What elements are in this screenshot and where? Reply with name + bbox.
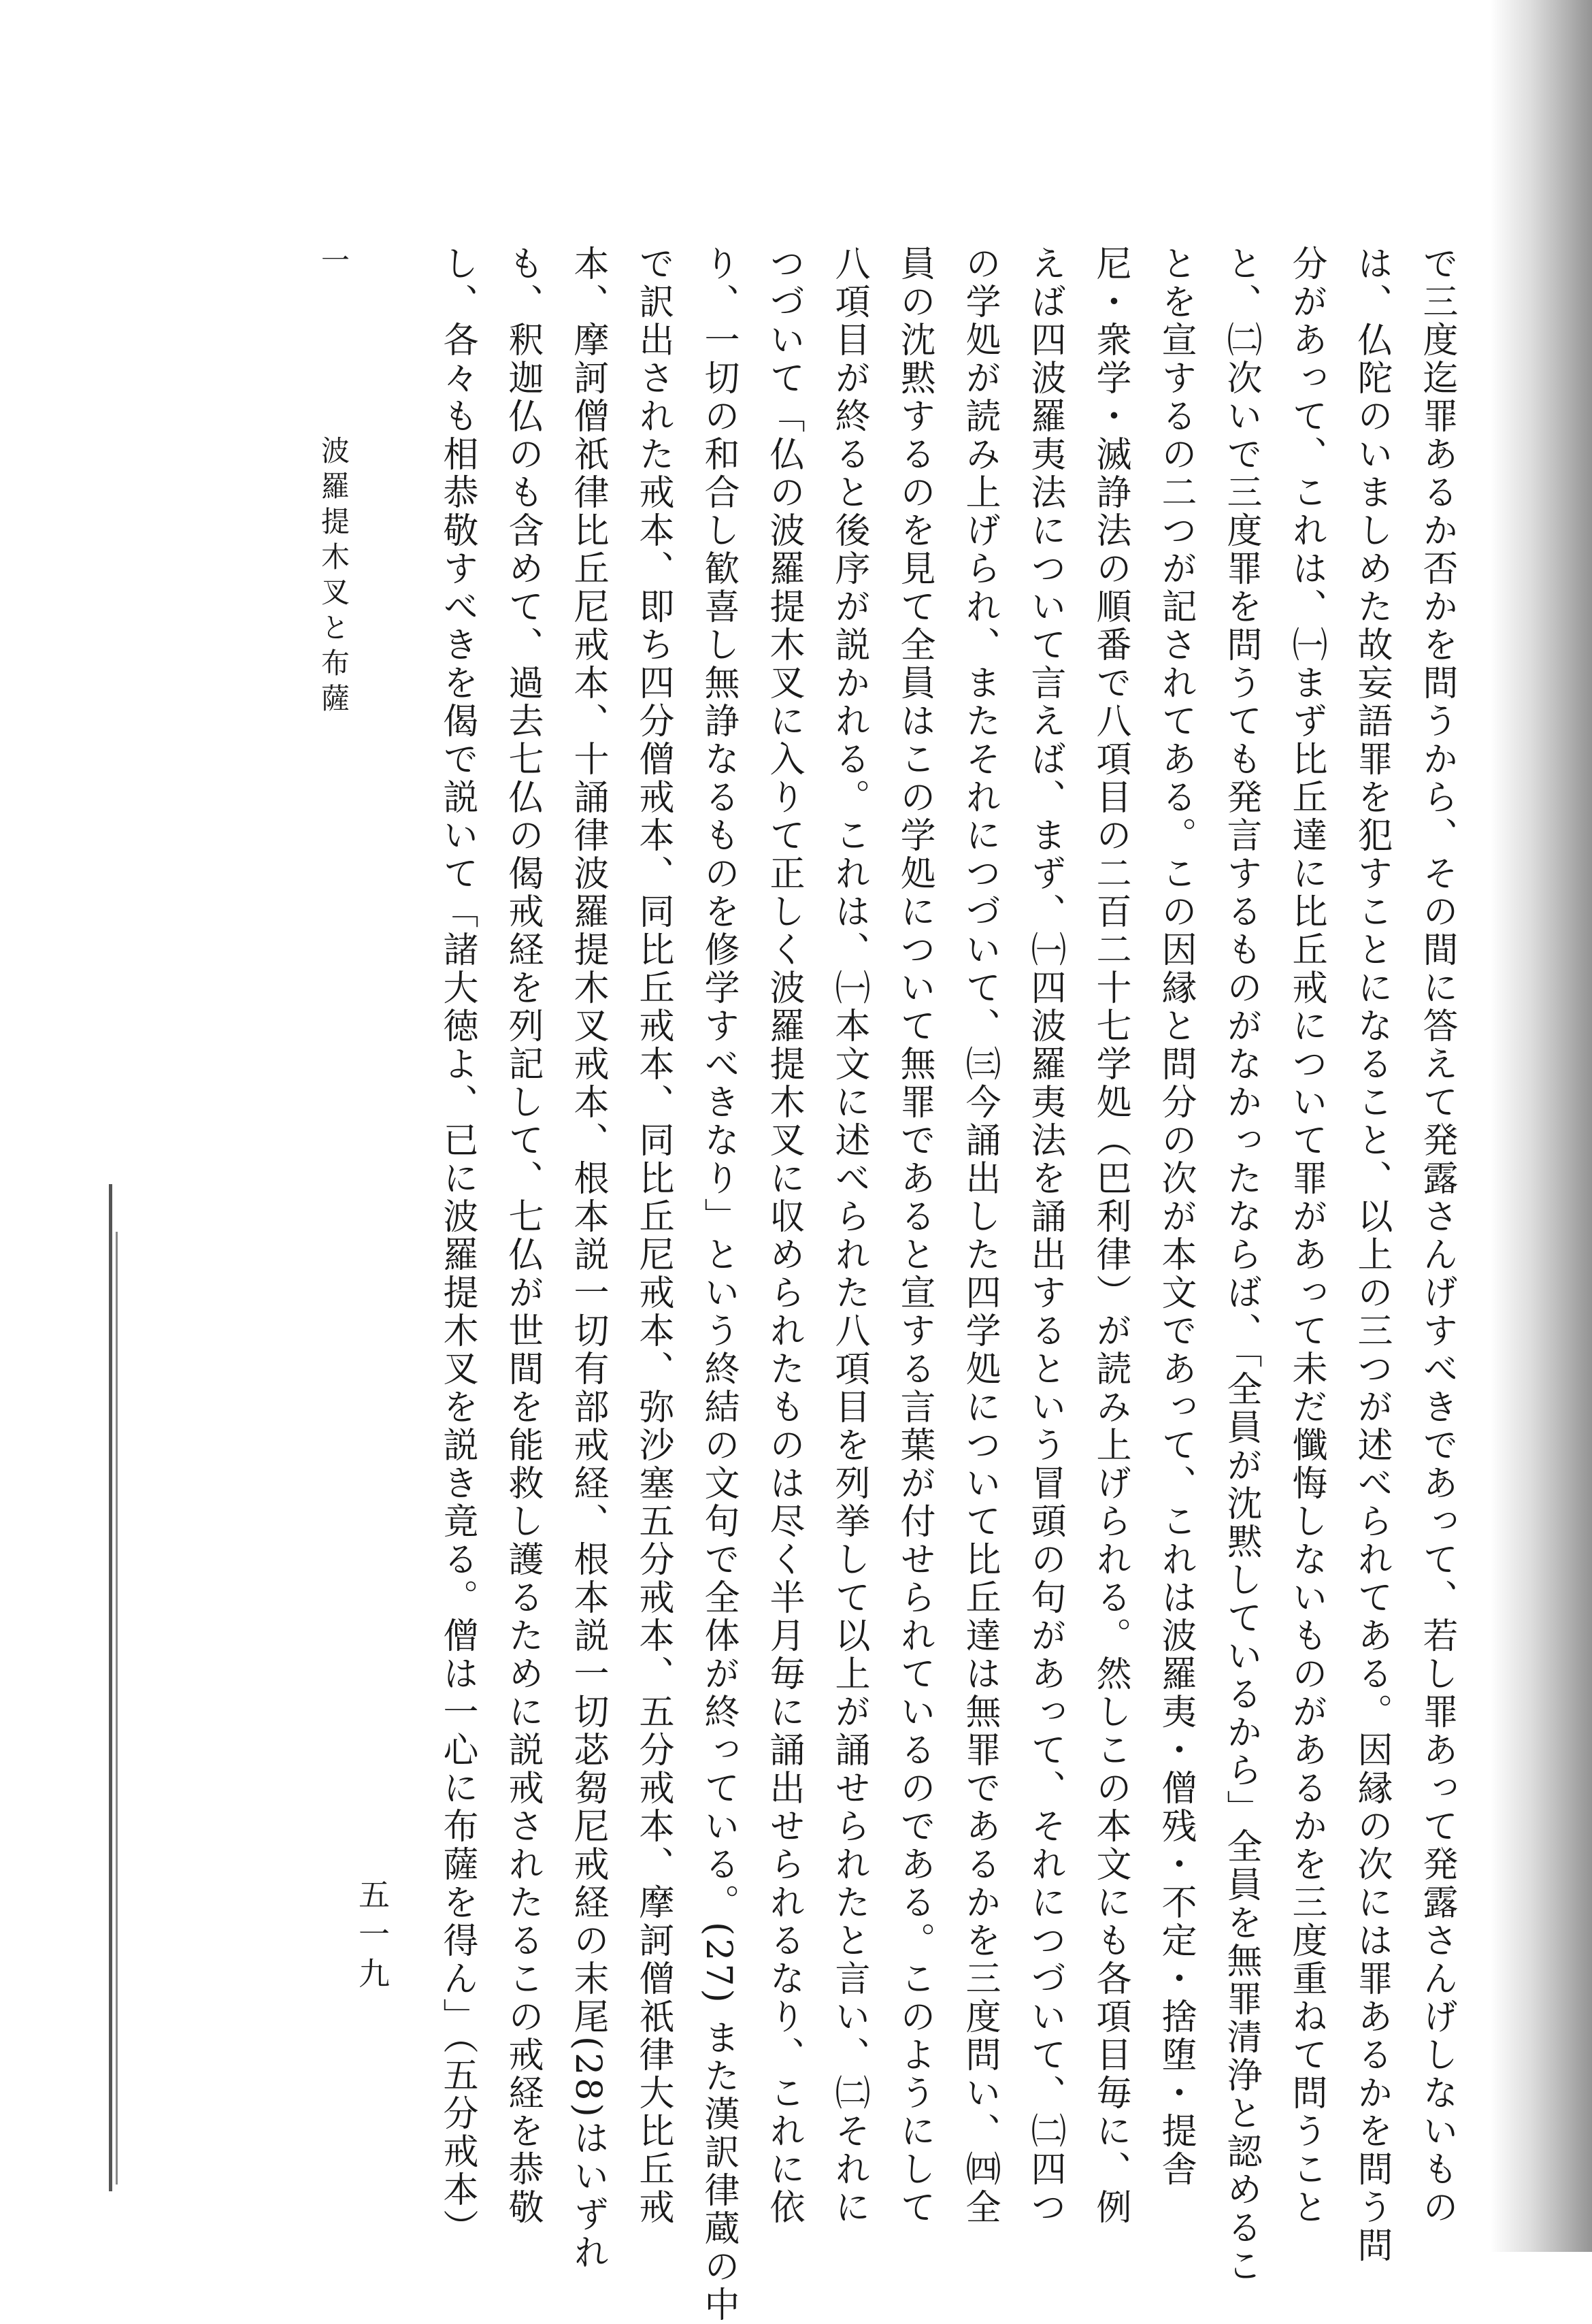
text-line: 本、摩訶僧祇律比丘尼戒本、十誦律波羅提木叉戒本、根本説一切有部戒経、根本説一切苾芻尼戒経の末尾(28)はいずれ xyxy=(567,245,608,2272)
text-line: り、一切の和合し歓喜し無諍なるものを修学すべきなり」という終結の文句で全体が終っている。(27) また漢訳律蔵の中 xyxy=(698,245,739,2324)
page-number: 五一九 xyxy=(354,1878,391,1997)
text-line: と、㈡次いで三度罪を問うても発言するものがなかったならば、「全員が沈黙しているから」全員を無罪清浄と認めるこ xyxy=(1221,245,1261,2285)
text-line: 員の沈黙するのを見て全員はこの学処について無罪であると宣する言葉が付せられているのである。このようにして xyxy=(894,245,935,2227)
text-line: も、釈迦仏のも含めて、過去七仏の偈戒経を列記して、七仏が世間を能救し護るために説戒されたるこの戒経を恭敬 xyxy=(502,245,543,2227)
text-line: つづいて「仏の波羅提木叉に入りて正しく波羅提木叉に収められたものは尽く半月毎に誦出せられるなり、これに依 xyxy=(763,245,804,2227)
text-line: で訳出された戒本、即ち四分僧戒本、同比丘戒本、同比丘尼戒本、弥沙塞五分戒本、五分戒本、摩訶僧祇律大比丘戒 xyxy=(633,245,674,2227)
text-line: で三度迄罪あるか否かを問うから、その間に答えて発露さんげすべきであって、若し罪あって発露さんげしないもの xyxy=(1416,245,1457,2227)
text-line: 尼・衆学・滅諍法の順番で八項目の二百二十七学処（巴利律）が読み上げられる。然しこの本文にも各項目毎に、例 xyxy=(1090,245,1131,2227)
scan-artifact-line xyxy=(116,1232,118,2184)
chapter-number: 一 xyxy=(317,245,350,274)
text-line: えば四波羅夷法について言えば、まず、㈠四波羅夷法を誦出するという冒頭の句があって、それにつづいて、㈡四つ xyxy=(1025,245,1065,2227)
text-line: とを宣するの二つが記されてある。この因縁と問分の次が本文であって、これは波羅夷・僧残・不定・捨堕・提舎 xyxy=(1155,245,1196,2189)
scan-artifact-line xyxy=(109,1184,112,2191)
running-section-title: 波羅提木叉と布薩 xyxy=(317,436,350,719)
text-line: 八項目が終ると後序が説かれる。これは、㈠本文に述べられた八項目を列挙して以上が誦せられたと言い、㈡それに xyxy=(829,245,869,2227)
scan-shadow-edge xyxy=(1490,0,1592,2252)
text-line: し、各々も相恭敬すべきを偈で説いて「諸大徳よ、已に波羅提木叉を説き竟る。僧は一心に布薩を得ん」（五分戒本） xyxy=(437,245,478,2247)
text-line: は、仏陀のいましめた故妄語罪を犯すことになること、以上の三つが述べられてある。因縁の次には罪あるかを問う問 xyxy=(1351,245,1392,2265)
text-line: の学処が読み上げられ、またそれにつづいて、㈢今誦出した四学処について比丘達は無罪であるかを三度問い、㈣全 xyxy=(959,245,1000,2227)
text-line: 分があって、これは、㈠まず比丘達に比丘戒について罪があって未だ懺悔しないものがあるかを三度重ねて問うこと xyxy=(1286,245,1327,2227)
